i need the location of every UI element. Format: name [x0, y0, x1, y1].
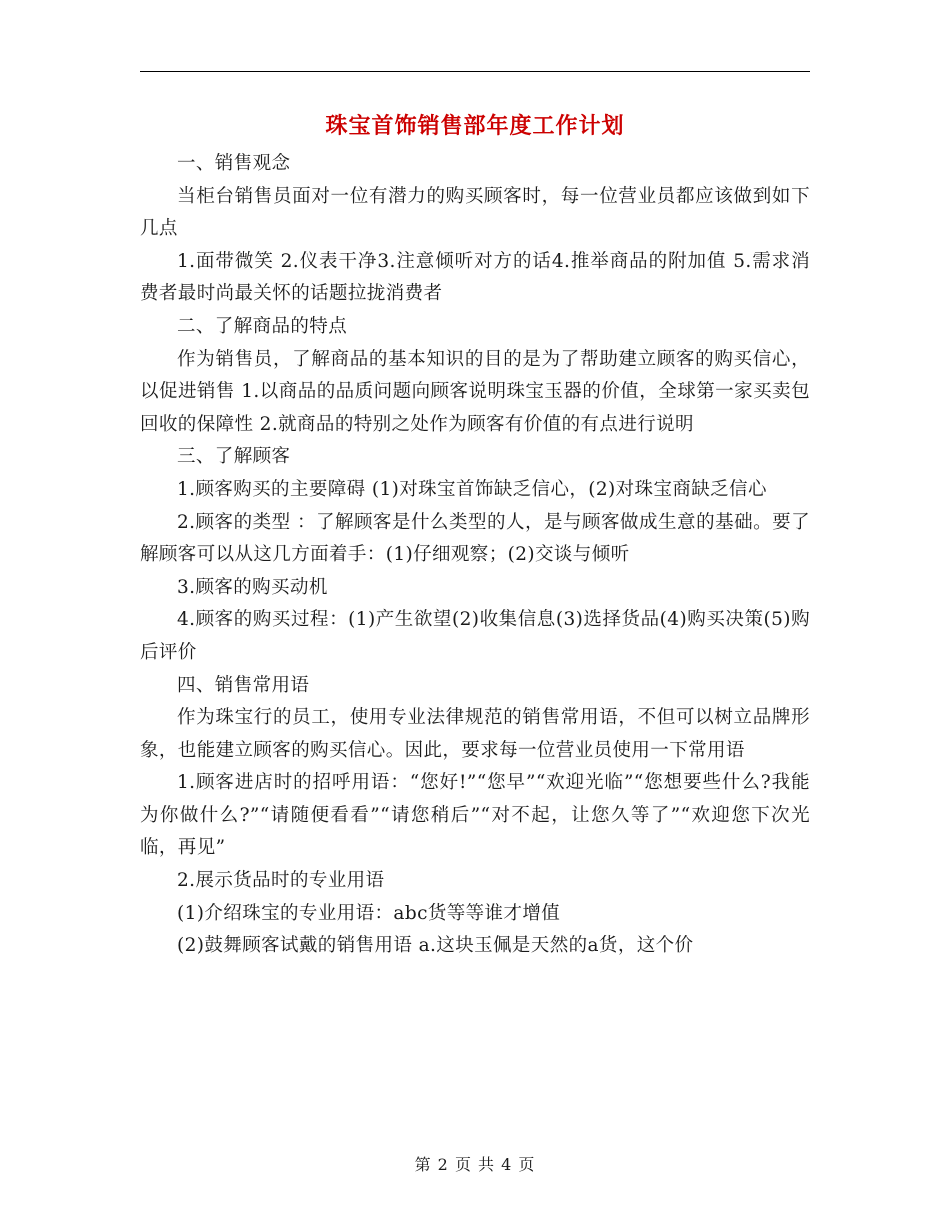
paragraph: 4.顾客的购买过程：(1)产生欲望(2)收集信息(3)选择货品(4)购买决策(5)购后评价 — [140, 609, 810, 663]
document-body — [140, 148, 810, 963]
section-heading: 一、销售观念 — [177, 153, 291, 174]
paragraph: 作为销售员，了解商品的基本知识的目的是为了帮助建立顾客的购买信心，以促进销售 1.以商品的品质问题向顾客说明珠宝玉器的价值，全球第一家买卖包回收的保障性 2.就商品的特别之处作为顾客有价值的有点进行说明 — [140, 348, 810, 435]
paragraph: 1.顾客购买的主要障碍 (1)对珠宝首饰缺乏信心，(2)对珠宝商缺乏信心 — [177, 478, 767, 500]
paragraph: (2)鼓舞顾客试戴的销售用语 a.这块玉佩是天然的a货，这个价 — [177, 935, 694, 957]
paragraph: 2.顾客的类型 ：了解顾客是什么类型的人，是与顾客做成生意的基础。要了解顾客可以从这几方面着手：(1)仔细观察；(2)交谈与倾听 — [140, 511, 810, 566]
section-heading: 四、销售常用语 — [177, 674, 310, 696]
document-title: 珠宝首饰销售部年度工作计划 — [325, 114, 625, 139]
paragraph: 3.顾客的购买动机 — [177, 576, 328, 598]
paragraph: (1)介绍珠宝的专业用语：abc货等等谁才增值 — [177, 902, 561, 924]
page-footer: 第 2 页 共 4 页 — [414, 1155, 536, 1174]
section-heading: 二、了解商品的特点 — [177, 315, 348, 337]
paragraph: 1.面带微笑 2.仪表干净3.注意倾听对方的话4.推举商品的附加值 5.需求消费者最时尚最关怀的话题拉拢消费者 — [140, 250, 810, 305]
paragraph: 2.展示货品时的专业用语 — [177, 870, 385, 892]
header-rule — [140, 71, 810, 72]
section-heading: 三、了解顾客 — [177, 446, 291, 468]
paragraph: 作为珠宝行的员工，使用专业法律规范的销售常用语，不但可以树立品牌形象，也能建立顾客的购买信心。因此，要求每一位营业员使用一下常用语 — [140, 707, 810, 761]
paragraph: 当柜台销售员面对一位有潜力的购买顾客时，每一位营业员都应该做到如下几点 — [140, 185, 810, 240]
paragraph: 1.顾客进店时的招呼用语：“您好!”“您早”“欢迎光临”“您想要些什么?我能为你做什么?”“请随便看看”“请您稍后”“对不起，让您久等了”“欢迎您下次光临，再见” — [140, 772, 810, 859]
